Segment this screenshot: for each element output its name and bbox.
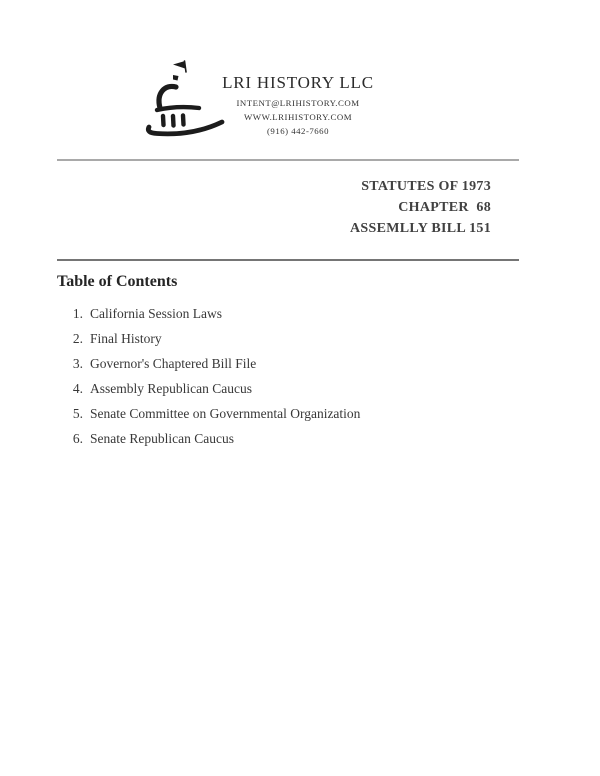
chapter-line: CHAPTER 68 [398,200,491,215]
toc-item [57,306,360,322]
toc-item-number: 3. [72,356,83,371]
toc-item-number: 6. [72,431,83,446]
statute-reference [350,176,491,239]
letterhead-text [160,70,436,138]
company-website: WWW.LRIHISTORY.COM [243,112,353,122]
toc-item [57,381,360,397]
divider-top [57,159,519,161]
toc-item-number: 5. [72,406,83,421]
toc-item-number: 2. [72,331,83,346]
toc-list [57,306,360,456]
toc-item [57,331,360,347]
toc-item-label: California Session Laws [90,306,222,321]
toc-item [57,406,360,422]
toc-item-number: 1. [72,306,83,321]
toc-item-number: 4. [72,381,83,396]
toc-item-label: Governor's Chaptered Bill File [90,356,257,371]
company-name: LRI HISTORY LLC [222,73,374,92]
toc-item-label: Final History [90,331,162,346]
toc-item-label: Assembly Republican Caucus [90,381,252,396]
toc-item-label: Senate Committee on Governmental Organization [90,406,361,421]
company-phone: (916) 442-7660 [267,126,329,136]
bill-line: ASSEMLLY BILL 151 [349,221,491,236]
company-email: INTENT@LRIHISTORY.COM [236,98,360,108]
divider-middle [57,259,519,261]
statutes-line: STATUTES OF 1973 [361,179,491,194]
toc-item-label: Senate Republican Caucus [90,431,234,446]
toc-item [57,356,360,372]
toc-item [57,431,360,447]
toc-heading: Table of Contents [57,273,178,290]
